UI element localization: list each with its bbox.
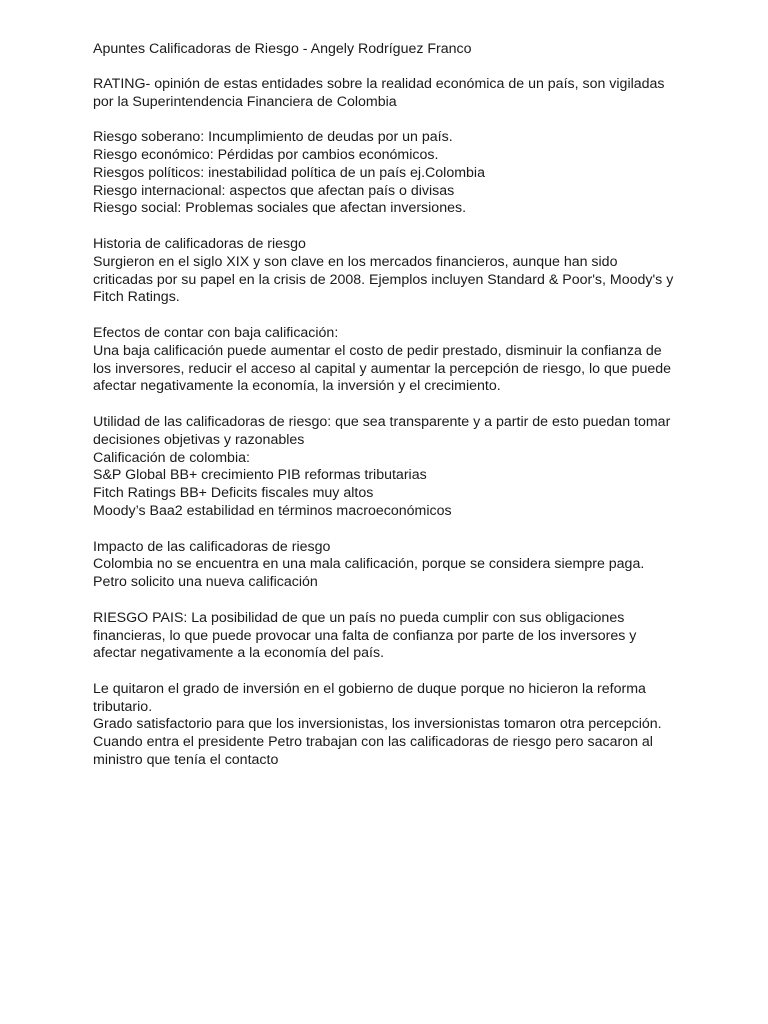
text-line: Cuando entra el presidente Petro trabajan con las calificadoras de riesgo pero sacaron al (93, 734, 653, 751)
text-line: RATING- opinión de estas entidades sobre la realidad económica de un país, son vigiladas (93, 75, 665, 92)
text-line: Surgieron en el siglo XIX y son clave en los mercados financieros, aunque han sido (93, 253, 618, 270)
text-line: tributario. (93, 698, 153, 715)
blank-line (93, 218, 683, 236)
text-line: Fitch Ratings BB+ Deficits fiscales muy altos (93, 485, 374, 502)
text-line: afectar negativamente a la economía del país. (93, 645, 385, 662)
text-line: S&P Global BB+ crecimiento PIB reformas tributarias (93, 467, 427, 484)
text-line: Riesgo internacional: aspectos que afectan país o divisas (93, 182, 455, 199)
text-line: Le quitaron el grado de inversión en el gobierno de duque porque no hicieron la reforma (93, 680, 646, 697)
text-line: Fitch Ratings. (93, 289, 180, 306)
text-line: criticadas por su papel en la crisis de 2008. Ejemplos incluyen Standard & Poor's, Moody's y (93, 271, 674, 288)
text-line: RIESGO PAIS: La posibilidad de que un país no pueda cumplir con sus obligaciones (93, 609, 625, 626)
text-line: los inversores, reducir el acceso al capital y aumentar la percepción de riesgo, lo que puede (93, 360, 672, 377)
text-line: Moody’s Baa2 estabilidad en términos macroeconómicos (93, 502, 452, 519)
text-line: Historia de calificadoras de riesgo (93, 235, 306, 252)
text-line: Una baja calificación puede aumentar el costo de pedir prestado, disminuir la confianza de (93, 342, 662, 359)
blank-line (93, 592, 683, 610)
text-line: Riesgo social: Problemas sociales que afectan inversiones. (93, 200, 467, 217)
text-line: Petro solicito una nueva calificación (93, 574, 318, 591)
document-body (93, 76, 683, 770)
text-line: Riesgo económico: Pérdidas por cambios económicos. (93, 146, 439, 163)
text-line: ministro que tenía el contacto (93, 752, 279, 769)
blank-line (93, 111, 683, 129)
blank-line (93, 307, 683, 325)
text-line: Colombia no se encuentra en una mala calificación, porque se considera siempre paga. (93, 556, 645, 573)
text-line: Grado satisfactorio para que los inversionistas, los inversionistas tomaron otra percepción. (93, 716, 662, 733)
text-line: afectar negativamente la economía, la inversión y el crecimiento. (93, 378, 501, 395)
text-line: Riesgos políticos: inestabilidad política de un país ej.Colombia (93, 164, 485, 181)
text-line: Riesgo soberano: Incumplimiento de deudas por un país. (93, 129, 453, 146)
document-page (93, 41, 683, 770)
text-line: Calificación de colombia: (93, 449, 250, 466)
text-line: por la Superintendencia Financiera de Colombia (93, 93, 397, 110)
blank-line (93, 663, 683, 681)
blank-line (93, 396, 683, 414)
text-line: decisiones objetivas y razonables (93, 431, 305, 448)
blank-line (93, 521, 683, 539)
text-line: Utilidad de las calificadoras de riesgo: que sea transparente y a partir de esto puedan tomar (93, 413, 671, 430)
text-line: financieras, lo que puede provocar una falta de confianza por parte de los inversores y (93, 627, 637, 644)
text-line: Impacto de las calificadoras de riesgo (93, 538, 331, 555)
text-line: Efectos de contar con baja calificación: (93, 324, 339, 341)
document-title: Apuntes Calificadoras de Riesgo - Angely Rodríguez Franco (93, 41, 472, 57)
